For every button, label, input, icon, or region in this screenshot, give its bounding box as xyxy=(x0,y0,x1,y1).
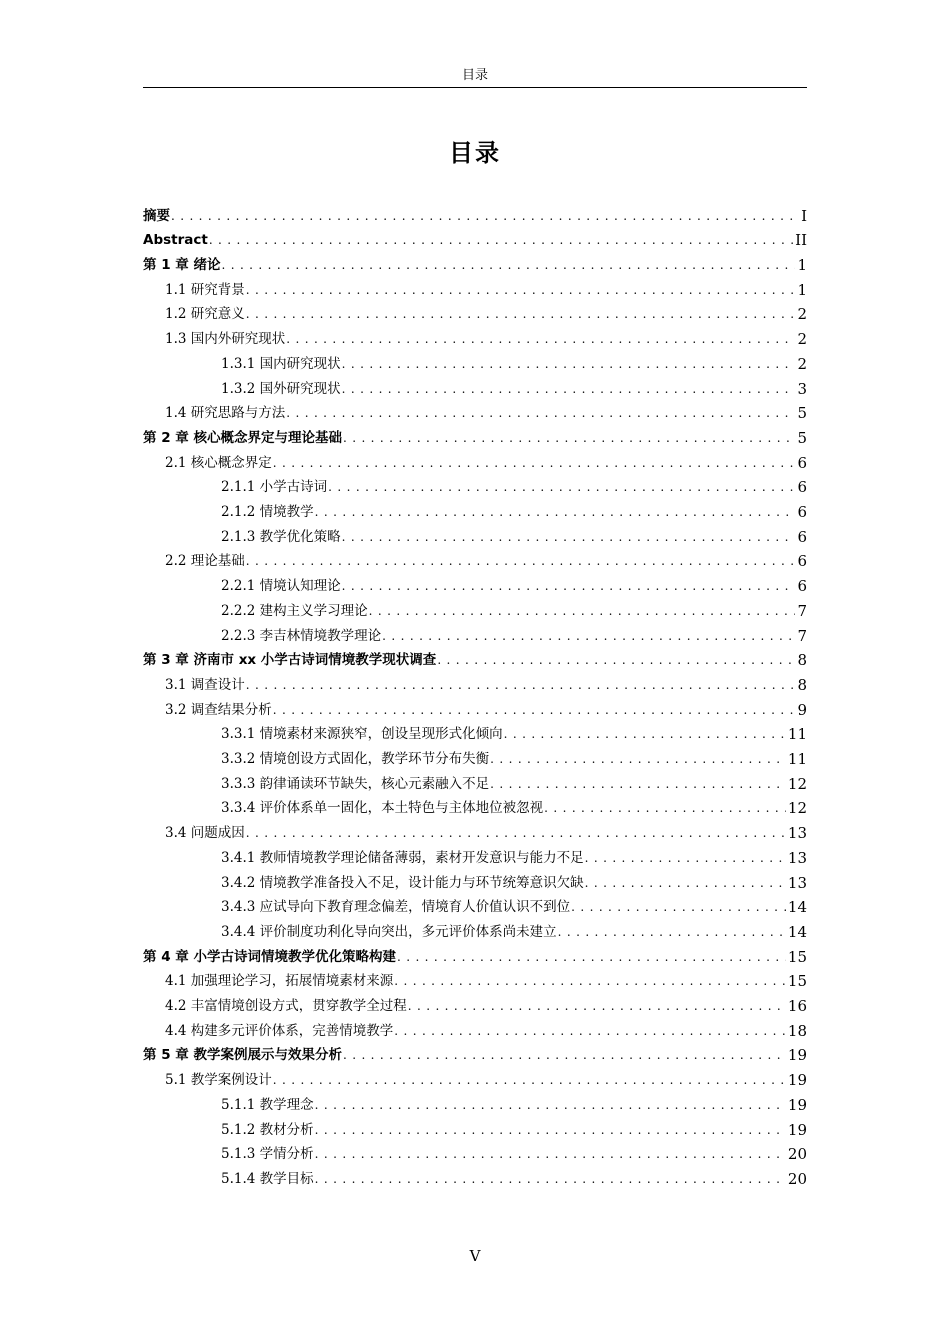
toc-entry-label: 5.1 教学案例设计 xyxy=(165,1072,272,1089)
toc-entry-label: 5.1.1 教学理念 xyxy=(221,1096,314,1113)
toc-entry-label: 3.2 调查结果分析 xyxy=(165,701,272,718)
toc-leader-dots xyxy=(394,972,786,990)
toc-entry[interactable] xyxy=(221,373,807,398)
toc-entry-page: II xyxy=(795,231,807,250)
toc-entry-page: 19 xyxy=(787,1095,807,1114)
toc-entry-page: 1 xyxy=(797,256,807,275)
toc-leader-dots xyxy=(437,651,795,669)
toc-entry[interactable] xyxy=(165,274,807,299)
toc-leader-dots xyxy=(209,231,793,249)
toc-entry-label: 第 2 章 核心概念界定与理论基础 xyxy=(143,429,342,446)
toc-entry-page: 6 xyxy=(797,478,807,497)
toc-entry[interactable] xyxy=(165,324,807,349)
running-header: 目录 xyxy=(461,68,488,83)
toc-leader-dots xyxy=(273,701,796,719)
toc-entry-label: 5.1.3 学情分析 xyxy=(221,1146,314,1163)
toc-entry-page: 2 xyxy=(797,354,807,373)
toc-leader-dots xyxy=(246,824,786,842)
toc-entry-page: 7 xyxy=(797,626,807,645)
header-rule xyxy=(143,87,807,88)
toc-entry-label: 1.1 研究背景 xyxy=(165,281,245,298)
toc-entry-label: 3.3.4 评价体系单一固化，本土特色与主体地位被忽视 xyxy=(221,800,544,817)
toc-entry-label: 第 3 章 济南市 xx 小学古诗词情境教学现状调查 xyxy=(143,652,437,669)
toc-entry-page: 5 xyxy=(797,404,807,423)
toc-entry-label: 4.1 加强理论学习，拓展情境素材来源 xyxy=(165,973,394,990)
toc-entry[interactable] xyxy=(221,595,807,620)
toc-entry-label: 第 5 章 教学案例展示与效果分析 xyxy=(143,1047,342,1064)
toc-entry[interactable] xyxy=(221,1163,807,1188)
toc-entry-label: 4.4 构建多元评价体系，完善情境教学 xyxy=(165,1022,394,1039)
toc-leader-dots xyxy=(342,577,796,595)
toc-leader-dots xyxy=(315,1121,786,1139)
toc-leader-dots xyxy=(273,1071,786,1089)
toc-entry-label: 2.1 核心概念界定 xyxy=(165,454,272,471)
toc-entry[interactable] xyxy=(221,1089,807,1114)
toc-leader-dots xyxy=(342,355,796,373)
toc-leader-dots xyxy=(343,429,795,447)
toc-entry[interactable] xyxy=(143,249,807,274)
toc-entry[interactable] xyxy=(221,472,807,497)
toc-leader-dots xyxy=(315,1096,786,1114)
toc-entry-label: 4.2 丰富情境创设方式，贯穿教学全过程 xyxy=(165,998,407,1015)
toc-entry-label: 3.4.2 情境教学准备投入不足，设计能力与环节统筹意识欠缺 xyxy=(221,874,584,891)
toc-entry[interactable] xyxy=(221,496,807,521)
toc-leader-dots xyxy=(222,256,796,274)
toc-leader-dots xyxy=(315,503,796,521)
toc-leader-dots xyxy=(585,874,786,892)
toc-leader-dots xyxy=(273,454,796,472)
toc-entry-label: Abstract xyxy=(143,232,208,249)
toc-entry[interactable] xyxy=(221,1139,807,1164)
toc-entry[interactable] xyxy=(221,842,807,867)
toc-entry[interactable] xyxy=(221,743,807,768)
toc-entry-label: 2.2.2 建构主义学习理论 xyxy=(221,602,368,619)
toc-entry-label: 3.4 问题成因 xyxy=(165,825,245,842)
toc-leader-dots xyxy=(342,528,796,546)
toc-entry-page: 15 xyxy=(787,947,807,966)
toc-entry-label: 2.2 理论基础 xyxy=(165,553,245,570)
toc-entry[interactable] xyxy=(143,225,807,250)
toc-entry-page: 6 xyxy=(797,453,807,472)
toc-entry[interactable] xyxy=(221,620,807,645)
toc-entry[interactable] xyxy=(165,447,807,472)
toc-entry[interactable] xyxy=(221,348,807,373)
toc-entry-label: 3.3.2 情境创设方式固化，教学环节分布失衡 xyxy=(221,751,490,768)
toc-entry-page: 14 xyxy=(787,922,807,941)
toc-entry[interactable] xyxy=(221,1114,807,1139)
toc-leader-dots xyxy=(286,404,795,422)
toc-entry-page: 16 xyxy=(787,997,807,1016)
toc-entry[interactable] xyxy=(221,571,807,596)
toc-entry[interactable] xyxy=(165,398,807,423)
toc-entry-page: 6 xyxy=(797,527,807,546)
toc-leader-dots xyxy=(490,775,786,793)
toc-leader-dots xyxy=(342,380,796,398)
toc-leader-dots xyxy=(382,627,795,645)
toc-entry-label: 1.3.1 国内研究现状 xyxy=(221,355,341,372)
toc-leader-dots xyxy=(394,1022,786,1040)
toc-entry[interactable] xyxy=(165,299,807,324)
toc-leader-dots xyxy=(369,602,796,620)
toc-leader-dots xyxy=(315,1170,786,1188)
toc-entry-page: 3 xyxy=(797,379,807,398)
toc-entry[interactable] xyxy=(221,916,807,941)
toc-entry[interactable] xyxy=(165,694,807,719)
toc-entry-page: 8 xyxy=(797,675,807,694)
toc-leader-dots xyxy=(246,552,796,570)
toc-leader-dots xyxy=(246,305,796,323)
toc-entry-page: 6 xyxy=(797,552,807,571)
toc-entry-page: 20 xyxy=(787,1145,807,1164)
toc-entry[interactable] xyxy=(221,719,807,744)
toc-entry-page: 19 xyxy=(787,1120,807,1139)
toc-entry-label: 第 4 章 小学古诗词情境教学优化策略构建 xyxy=(143,948,396,965)
toc-entry-page: 13 xyxy=(787,873,807,892)
toc-entry-page: 20 xyxy=(787,1169,807,1188)
toc-entry[interactable] xyxy=(221,793,807,818)
toc-entry[interactable] xyxy=(165,546,807,571)
toc-entry-page: I xyxy=(801,206,807,225)
toc-entry-page: 2 xyxy=(797,330,807,349)
toc-entry[interactable] xyxy=(165,818,807,843)
toc-entry-label: 3.3.1 情境素材来源狭窄，创设呈现形式化倾向 xyxy=(221,726,503,743)
toc-entry-label: 2.2.3 李吉林情境教学理论 xyxy=(221,627,382,644)
toc-entry[interactable] xyxy=(221,867,807,892)
toc-entry-label: 1.2 研究意义 xyxy=(165,306,245,323)
toc-entry-page: 11 xyxy=(787,725,807,744)
toc-entry-label: 1.4 研究思路与方法 xyxy=(165,405,286,422)
toc-entry[interactable] xyxy=(143,422,807,447)
toc-leader-dots xyxy=(504,725,786,743)
toc-entry[interactable] xyxy=(143,1040,807,1065)
page-number: V xyxy=(469,1247,481,1265)
toc-entry-label: 5.1.2 教材分析 xyxy=(221,1121,314,1138)
toc-entry-page: 12 xyxy=(787,799,807,818)
toc-entry-label: 5.1.4 教学目标 xyxy=(221,1170,314,1187)
toc-entry[interactable] xyxy=(165,990,807,1015)
toc-entry-page: 14 xyxy=(787,898,807,917)
toc-leader-dots xyxy=(246,676,796,694)
toc-entry-page: 5 xyxy=(797,428,807,447)
toc-entry-label: 摘要 xyxy=(143,207,170,224)
toc-entry-label: 3.4.1 教师情境教学理论储备薄弱，素材开发意识与能力不足 xyxy=(221,849,584,866)
toc-leader-dots xyxy=(246,281,796,299)
toc-entry[interactable] xyxy=(221,521,807,546)
toc-entry[interactable] xyxy=(165,669,807,694)
toc-leader-dots xyxy=(571,898,786,916)
toc-entry-page: 9 xyxy=(797,700,807,719)
toc-entry-label: 3.4.3 应试导向下教育理念偏差，情境育人价值认识不到位 xyxy=(221,899,571,916)
toc-leader-dots xyxy=(171,207,799,225)
toc-leader-dots xyxy=(558,923,786,941)
toc-entry-label: 3.1 调查设计 xyxy=(165,676,245,693)
toc-entry-label: 第 1 章 绪论 xyxy=(143,257,221,274)
toc-entry[interactable] xyxy=(143,645,807,670)
toc-entry-page: 18 xyxy=(787,1021,807,1040)
toc-entry-page: 6 xyxy=(797,577,807,596)
toc-entry-page: 8 xyxy=(797,651,807,670)
toc-entry-label: 2.1.2 情境教学 xyxy=(221,504,314,521)
toc-leader-dots xyxy=(490,750,786,768)
toc-leader-dots xyxy=(408,997,786,1015)
toc-entry-label: 2.2.1 情境认知理论 xyxy=(221,578,341,595)
toc-entry[interactable] xyxy=(143,941,807,966)
toc-entry[interactable] xyxy=(143,200,807,225)
toc-entry[interactable] xyxy=(221,768,807,793)
toc-leader-dots xyxy=(286,330,795,348)
toc-entry-label: 1.3 国内外研究现状 xyxy=(165,331,286,348)
toc-entry-label: 2.1.1 小学古诗词 xyxy=(221,479,328,496)
toc-entry-page: 6 xyxy=(797,503,807,522)
toc-entry-page: 11 xyxy=(787,750,807,769)
toc-entry-page: 1 xyxy=(797,280,807,299)
toc-leader-dots xyxy=(585,849,786,867)
toc-entry-page: 19 xyxy=(787,1071,807,1090)
toc-leader-dots xyxy=(315,1145,786,1163)
toc-entry-label: 1.3.2 国外研究现状 xyxy=(221,380,341,397)
toc-leader-dots xyxy=(544,799,786,817)
toc-entry-page: 13 xyxy=(787,824,807,843)
toc-entry-label: 3.3.3 韵律诵读环节缺失，核心元素融入不足 xyxy=(221,775,490,792)
page-title: 目录 xyxy=(449,139,501,167)
toc-leader-dots xyxy=(343,1046,786,1064)
toc-entry-page: 13 xyxy=(787,848,807,867)
toc-entry-page: 7 xyxy=(797,601,807,620)
toc-entry-page: 19 xyxy=(787,1046,807,1065)
toc-entry-page: 2 xyxy=(797,305,807,324)
toc-leader-dots xyxy=(328,478,795,496)
toc-entry-page: 15 xyxy=(787,972,807,991)
toc-entry-page: 12 xyxy=(787,774,807,793)
toc-entry-label: 3.4.4 评价制度功利化导向突出，多元评价体系尚未建立 xyxy=(221,923,557,940)
toc-entry-label: 2.1.3 教学优化策略 xyxy=(221,528,341,545)
toc-entry[interactable] xyxy=(221,892,807,917)
toc-entry[interactable] xyxy=(165,966,807,991)
toc-entry[interactable] xyxy=(165,1015,807,1040)
toc-leader-dots xyxy=(397,948,786,966)
toc-entry[interactable] xyxy=(165,1065,807,1090)
